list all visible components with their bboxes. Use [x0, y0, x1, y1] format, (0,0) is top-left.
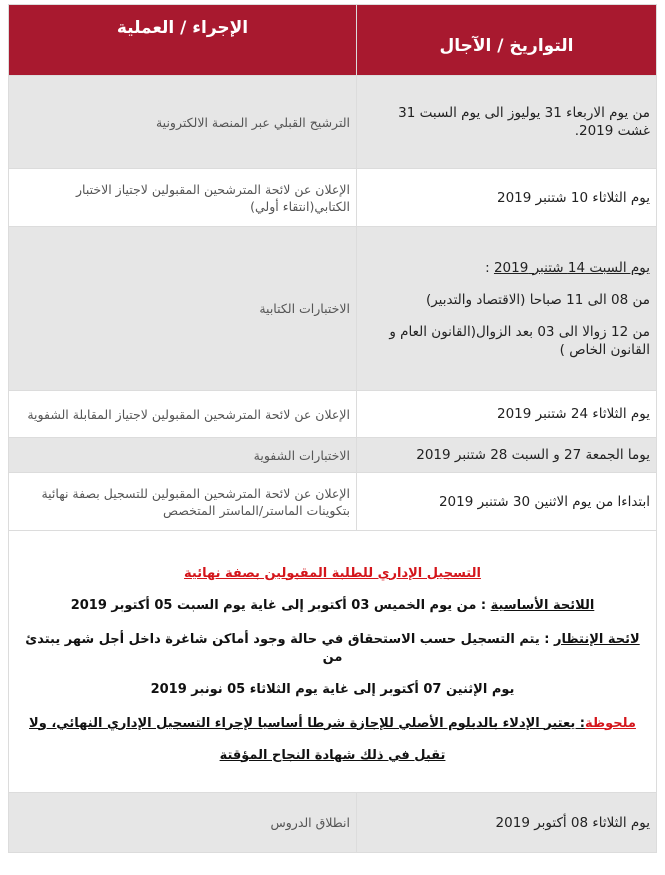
table-row: [9, 76, 657, 169]
afternoon-session: من 12 زوالا الى 03 بعد الزوال(القانون العام و القانون الخاص ): [389, 323, 650, 358]
note-line: ملحوظة: يعتبر الإدلاء بالدبلوم الأصلي للإجازة شرطا أساسيا لإجراء التسجيل الإداري النهائي، ولا: [29, 715, 636, 731]
written-exam-day: يوم السبت 14 شتنبر 2019: [493, 259, 650, 276]
table-row: [9, 227, 657, 391]
table-row: [9, 793, 657, 853]
main-list-line: اللائحة الأساسية : من يوم الخميس 03 أكتوبر إلى غاية يوم السبت 05 أكتوبر 2019: [70, 597, 595, 613]
note-line-2: تقبل في ذلك شهادة النجاح المؤقتة: [219, 747, 446, 763]
row-date: يوم الثلاثاء 10 شتنبر 2019: [357, 169, 657, 227]
row-date: يوما الجمعة 27 و السبت 28 شتنبر 2019: [357, 438, 657, 473]
waiting-list-dates: يوم الإثنين 07 أكتوبر إلى غاية يوم الثلاثاء 05 نونبر 2019: [150, 681, 515, 697]
row-procedure: الاختبارات الكتابية: [9, 227, 357, 391]
schedule-table: [8, 4, 657, 853]
row-date: من يوم الاربعاء 31 يوليوز الى يوم السبت 31 غشت 2019.: [357, 76, 657, 169]
table-row: [9, 438, 657, 473]
header-dates: التواريخ / الآجال: [357, 5, 657, 76]
row-date: يوم الثلاثاء 08 أكتوبر 2019: [357, 793, 657, 853]
row-procedure: انطلاق الدروس: [9, 793, 357, 853]
registration-notice-row: [9, 531, 657, 793]
row-date: يوم الثلاثاء 24 شتنبر 2019: [357, 391, 657, 438]
registration-notice: [9, 531, 657, 793]
row-procedure: الإعلان عن لائحة المترشحين المقبولين للتسجيل بصفة نهائية بتكوينات الماستر/الماستر المتخصص: [9, 473, 357, 531]
header-procedure: الإجراء / العملية: [9, 5, 357, 76]
table-header-row: [9, 5, 657, 76]
written-exam-colon: :: [485, 259, 494, 276]
row-procedure: الاختبارات الشفوية: [9, 438, 357, 473]
table-row: [9, 473, 657, 531]
waiting-list-line: لائحة الإنتظار : يتم التسجيل حسب الاستحقاق في حالة وجود أماكن شاغرة داخل أجل شهر يبتدئ من: [25, 631, 640, 665]
table-row: [9, 169, 657, 227]
row-date-written-exams: [357, 227, 657, 391]
morning-session: من 08 الى 11 صباحا (الاقتصاد والتدبير): [425, 291, 650, 308]
table-row: [9, 391, 657, 438]
row-procedure: الترشيح القبلي عبر المنصة الالكترونية: [9, 76, 357, 169]
row-procedure: الإعلان عن لائحة المترشحين المقبولين لاجتياز الاختبار الكتابي(انتقاء أولي): [9, 169, 357, 227]
row-procedure: الإعلان عن لائحة المترشحين المقبولين لاجتياز المقابلة الشفوية: [9, 391, 357, 438]
notice-title: التسجيل الإداري للطلبة المقبولين بصفة نهائية: [184, 565, 481, 581]
row-date: ابتداءا من يوم الاثنين 30 شتنبر 2019: [357, 473, 657, 531]
